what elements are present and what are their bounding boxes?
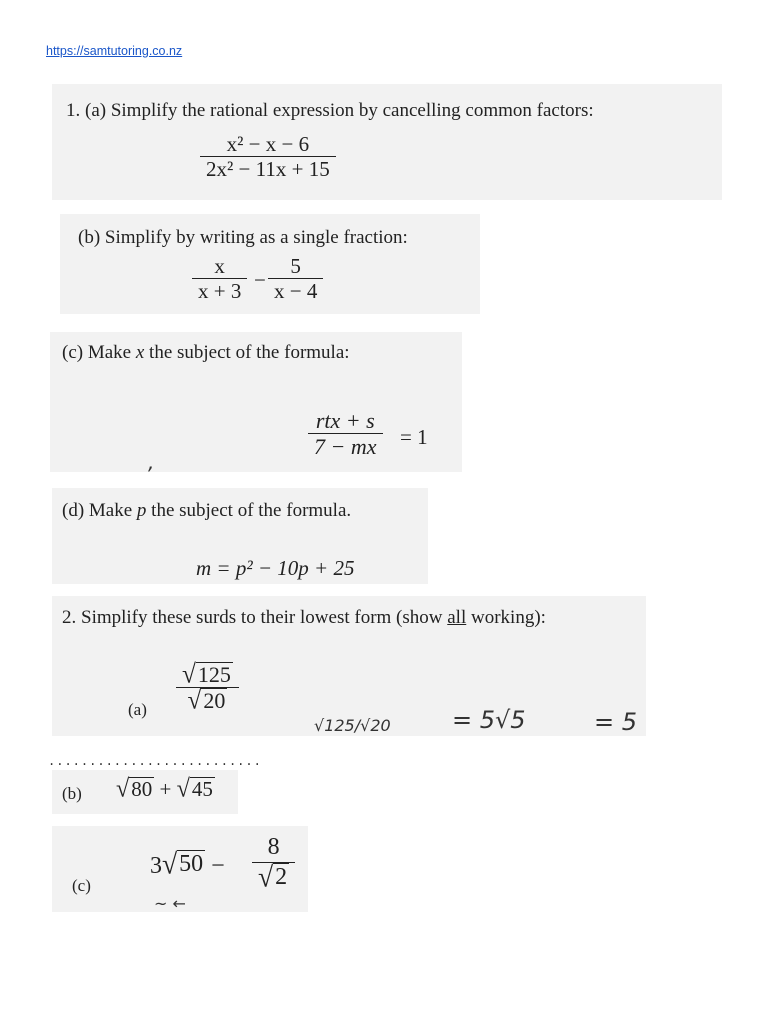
q1b-minus: − [254,268,266,292]
q1b-f1-numerator: x [214,254,225,278]
q2c-fraction [252,834,295,893]
q1c-rhs: = 1 [400,425,428,449]
q1c-numerator: rtx + s [315,408,375,433]
q2b-label: (b) [62,784,82,803]
q1c-fraction [308,408,383,460]
q2c-denominator: √ 2 [258,859,288,893]
q2a-handwriting-3: = 5 [594,708,638,736]
q2c-numerator: 8 [267,834,280,860]
answer-dotted-line: .......................... [48,754,262,768]
q1c-denominator: 7 − mx [314,434,377,460]
q1a-denominator: 2x² − 11x + 15 [206,157,330,182]
q2-prompt: 2. Simplify these surds to their lowest form (show all working): [62,607,546,628]
q2a-fraction [176,659,239,715]
q2c-handwriting: ~ ← [154,894,186,913]
header-link[interactable]: https://samtutoring.co.nz [46,44,183,58]
q1b-fraction-1 [192,254,247,303]
q2a-denominator: √ 20 [187,685,226,715]
q2a-handwriting-1: √125/√20 [314,716,391,735]
q1b-prompt: (b) Simplify by writing as a single fraction: [78,227,408,248]
q2a-numerator: √ 125 [182,659,231,689]
q2a-handwriting-2: = 5√5 [452,706,526,734]
q1a-numerator: x² − x − 6 [226,132,310,156]
q1d-formula: m = p² − 10p + 25 [196,556,355,580]
q1b-f2-numerator: 5 [290,254,301,278]
q1d-prompt: (d) Make p the subject of the formula. [62,500,352,521]
q1a-fraction [200,132,336,181]
q2c-term-1: 3 √ 50 − [150,847,225,880]
q1a-prompt: 1. (a) Simplify the rational expression by cancelling common factors: [66,100,594,121]
q2a-label: (a) [128,700,147,719]
q1b-fraction-2 [268,254,323,303]
q1b-f2-denominator: x − 4 [274,279,318,304]
q1c-prompt: (c) Make x the subject of the formula: [62,342,350,363]
q1c-handwritten-mark: , [148,450,155,474]
q1b-f1-denominator: x + 3 [198,279,242,304]
q2b-expression: √ 80 + √ 45 [116,774,213,803]
q2c-label: (c) [72,876,91,895]
